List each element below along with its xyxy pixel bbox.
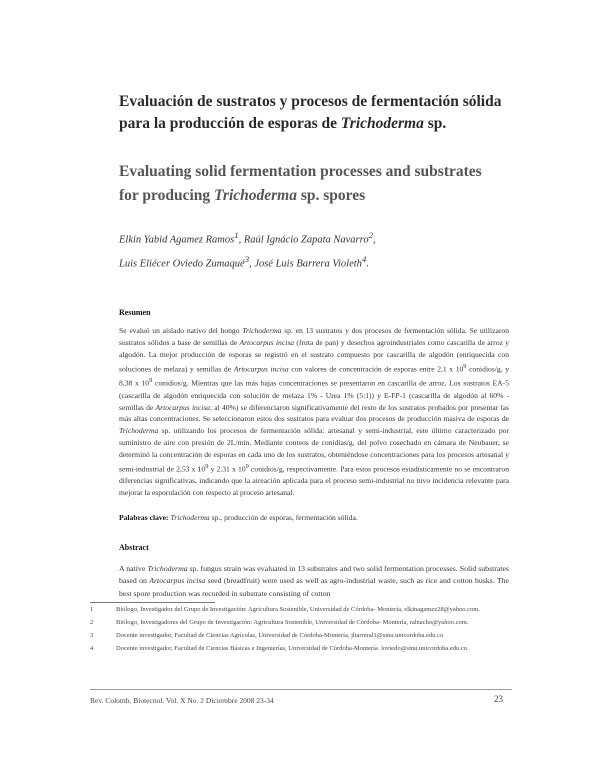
footnote: 3 Docente investigador, Facultad de Ciencias Agrícolas, Universidad de Córdoba-Montería, jltarreral1@sinu.unicordoba.edu.co [90, 632, 444, 639]
footnote: 4 Docente investigador, Facultad de Ciencias Básicas e Ingenierías, Universidad de Córdoba-Montería. loviedo@sinu.unicordoba.edu.co. [90, 645, 469, 652]
title-spanish [119, 91, 519, 135]
author-2: Raúl Ignácio Zapata Navarro [243, 234, 369, 246]
author-4: José Luis Barrera Violeth [254, 258, 362, 269]
keywords-label: Palabras clave: [119, 513, 169, 522]
footer-divider [90, 689, 512, 690]
footnote-divider [90, 602, 215, 603]
title-spanish-line2: para la producción de esporas de Trichoderma sp. [119, 115, 447, 132]
title-english-line2: for producing Trichoderma sp. spores [119, 187, 366, 204]
running-footer: Rev. Colomb. Biotecnol. Vol. X No. 2 Diciembre 2008 23-34 [90, 696, 274, 705]
title-english-line1: Evaluating solid fermentation processes and substrates [119, 163, 482, 180]
abstract-body: A native Trichoderma sp. fungus strain was evaluated in 13 substrates and two solid fermentation processes. Solid substrates based on Artocarpus incisa seed (breadfruit) were used as well as agro-industrial waste, such as rice and cotton husks. The best spore production was recorded in substrate consisting of cotton [119, 564, 509, 598]
title-spanish-line1: Evaluación de sustratos y procesos de fermentación sólida [119, 93, 502, 110]
authors-line1: Elkin Yabid Agamez Ramos$^1$, Raúl Ignácio Zapata Navarro$^2$, [119, 230, 376, 246]
author-3: Luis Eliécer Oviedo Zumaqué [119, 258, 245, 269]
footnotes [90, 605, 512, 657]
title-english [119, 160, 519, 208]
keywords: Palabras clave: Trichoderma sp., producción de esporas, fermentación sólida. [119, 513, 358, 522]
author-1: Elkin Yabid Agamez Ramos [119, 234, 235, 246]
resumen-heading: Resumen [119, 308, 151, 317]
abstract-heading: Abstract [119, 543, 149, 552]
footnote: 2 Biólogo, Investigadores del Grupo de Investigación: Agricultura Sostenible, Universidad de Córdoba- Montería, ralnacho@yahoo.com. [90, 619, 469, 626]
footnote: 1 Biólogo, Investigador del Grupo de Investigación: Agricultura Sostenible, Universidad de Córdoba- Montería, elkinagamez28@yahoo.com. [90, 606, 480, 613]
page-number: 23 [494, 694, 503, 704]
resumen-body: Se evaluó un aislado nativo del hongo Trichoderma sp. en 13 sustratos y dos procesos de fermentación sólida. Se utilizaron sustratos sólidos a base de semillas de Artocarpus incisa (fruta de pan) y desechos agroindustriales como cascarilla de arroz y algodón. La mejor producción de esporas se registró en el sustrato compuesto por cascarilla de algodón (enriquecida con soluciones de melaza) y semillas de Artocarpus incisa con valores de concentración de esporas entre 2,1 x $10^9$ conidios/g, y 8,38 x $10^9$ conidios/g. Mientras que las más bajas concentraciones se presentaron en cascarilla de arroz. Los sustratos EA-5 (cascarilla de algodón enriquecida con solución de melaza 1% - Urea 1% (5:1)) y E-FP-1 (cascarilla de algodón al 60% - semillas de Artocarpus incisa, al 40%) se diferenciaron significativamente del resto de los sustratos probados por presentar las más altas concentraciones. Se seleccionaron estos dos sustratos para evaluar dos procesos de producción masiva de esporas de Trichoderma sp. utilizando los procesos de fermentación sólida: artesanal y semi-industrial, este último caracterizado por suministro de aire con presión de 2L/min. Mediante conteos de conidias/g, del polvo cosechado en cámara de Neubauer, se determinó la concentración de esporas en cada uno de los sustratos, obteniéndose concentraciones para los procesos artesanal y semi-industrial de 2,53 x $10^9$ y 2.31 x $10^9$ conidios/g, respectivamente. Para estos procesos estadísticamente no se encontraron diferencias significativas, indicando que la aireación aplicada para el proceso semi-industrial no tuvo incidencia relevante para mejorar la esporulación con respecto al proceso artesanal. [119, 326, 510, 498]
authors [119, 226, 519, 273]
authors-line2: Luis Eliécer Oviedo Zumaqué$^3$, José Luis Barrera Violeth$^4$. [119, 253, 369, 269]
